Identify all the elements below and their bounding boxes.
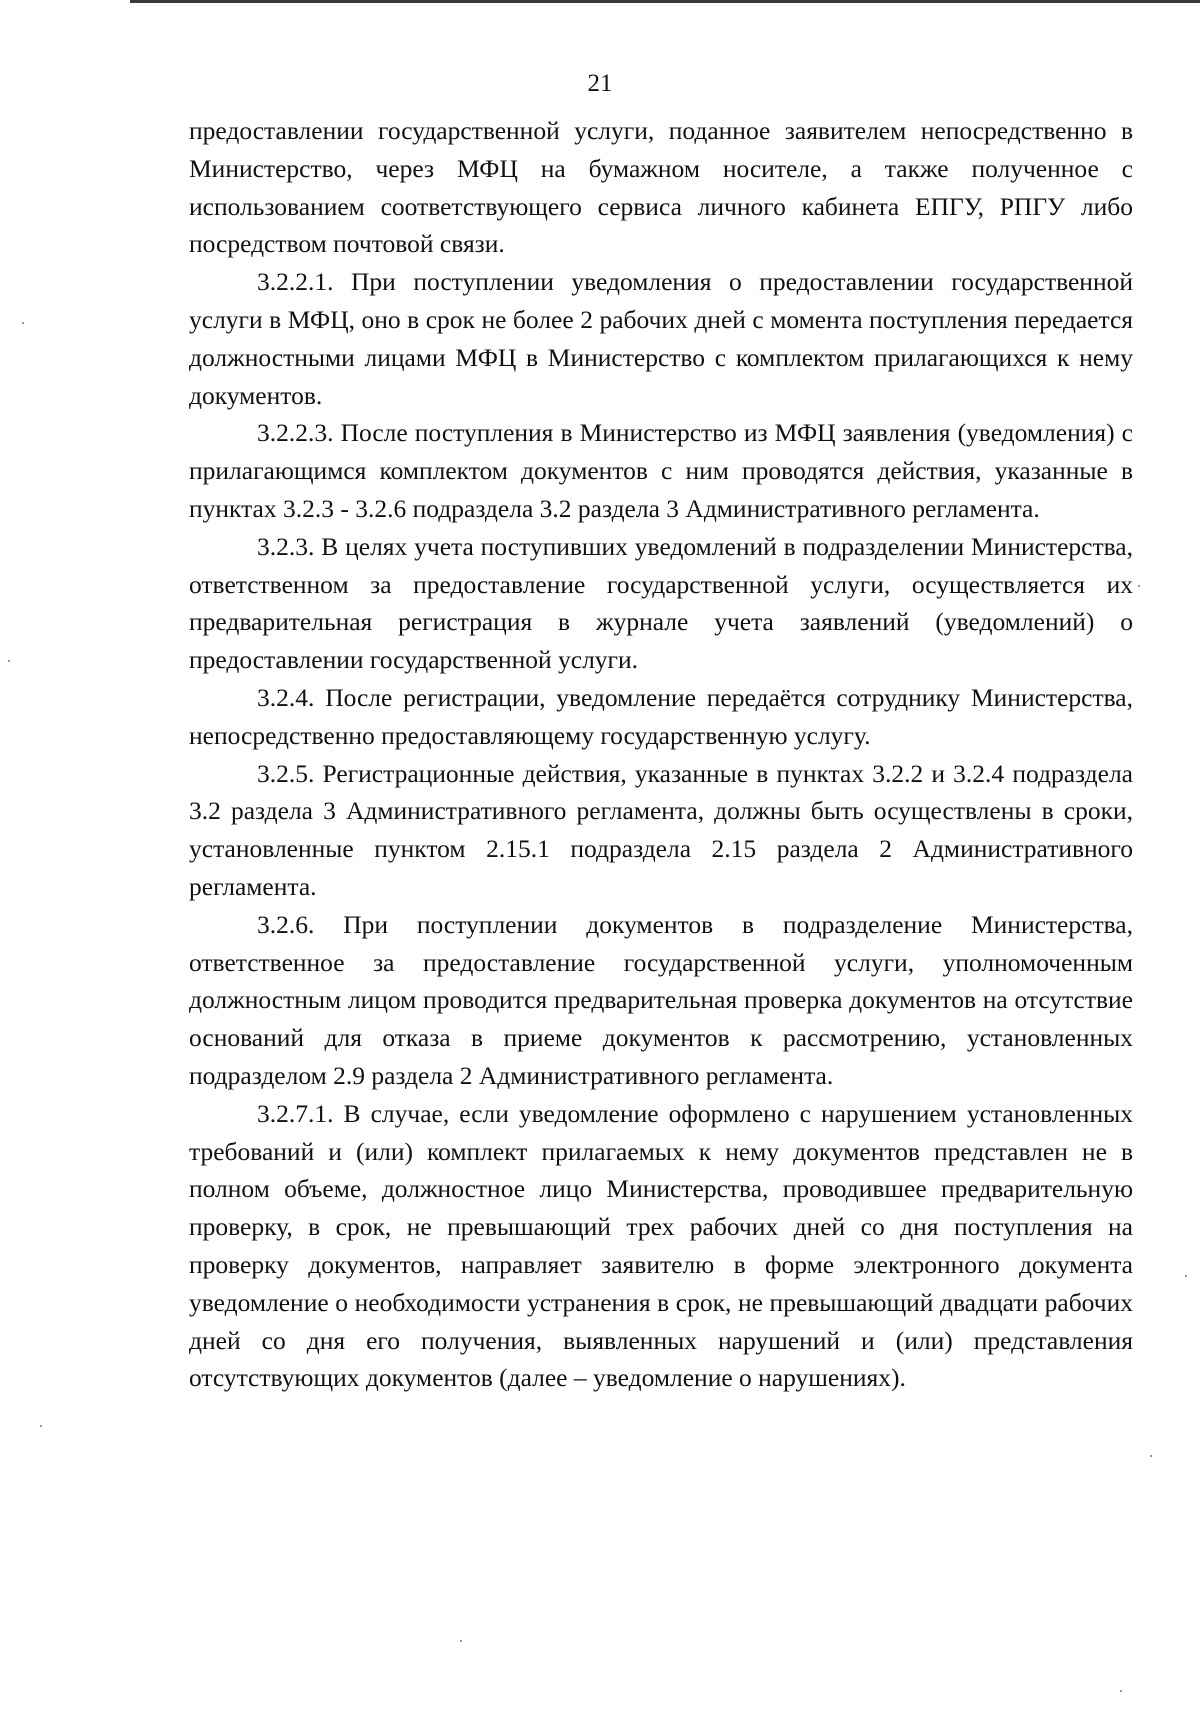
paragraph-3-2-6: 3.2.6. При поступлении документов в подразделение Министерства, ответственное за предоставление государственной услуги, уполномоченным должностным лицом проводится предварительная проверка документов на отсутствие оснований для отказа в приеме документов к рассмотрению, установленных подразделом 2.9 раздела 2 Административного регламента.	[189, 909, 1133, 1090]
paragraph-3-2-2-1: 3.2.2.1. При поступлении уведомления о предоставлении государственной услуги в МФЦ, оно в срок не более 2 рабочих дней с момента поступления передается должностными лицами МФЦ в Министерство с комплектом прилагающихся к нему документов.	[189, 267, 1133, 410]
paragraph-3-2-3: 3.2.3. В целях учета поступивших уведомлений в подразделении Министерства, ответственном за предоставление государственной услуги, осуществляется их предварительная регистрация в журнале учета заявлений (уведомлений) о предоставлении государственной услуги.	[189, 531, 1133, 675]
scan-speck	[22, 322, 24, 324]
scan-speck	[1120, 1690, 1122, 1692]
page-number: 21	[587, 70, 613, 97]
scan-speck	[40, 1425, 42, 1427]
scan-speck	[460, 1640, 462, 1642]
scan-speck	[1185, 1275, 1187, 1277]
scan-top-edge	[130, 0, 1200, 3]
scan-speck	[8, 660, 10, 662]
paragraph-3-2-5: 3.2.5. Регистрационные действия, указанные в пунктах 3.2.2 и 3.2.4 подраздела 3.2 раздела 3 Административного регламента, должны быть осуществлены в сроки, установленные пунктом 2.15.1 подраздела 2.15 раздела 2 Административного регламента.	[189, 758, 1133, 901]
scan-speck	[1138, 585, 1140, 587]
paragraph-3-2-4: 3.2.4. После регистрации, уведомление передаётся сотруднику Министерства, непосредственно предоставляющему государственную услугу.	[189, 682, 1133, 750]
scan-speck	[1150, 1455, 1152, 1457]
document-body	[189, 112, 1133, 1397]
paragraph-3-2-7-1: 3.2.7.1. В случае, если уведомление оформлено с нарушением установленных требований и (или) комплект прилагаемых к нему документов представлен не в полном объеме, должностное лицо Министерства, проводившее предварительную проверку, в срок, не превышающий трех рабочих дней со дня поступления на проверку документов, направляет заявителю в форме электронного документа уведомление о необходимости устранения в срок, не превышающий двадцати рабочих дней со дня его получения, выявленных нарушений и (или) представления отсутствующих документов (далее – уведомление о нарушениях).	[189, 1098, 1133, 1393]
paragraph-3-2-2-3: 3.2.2.3. После поступления в Министерство из МФЦ заявления (уведомления) с прилагающимся комплектом документов с ним проводятся действия, указанные в пунктах 3.2.3 - 3.2.6 подраздела 3.2 раздела 3 Административного регламента.	[189, 418, 1133, 523]
paragraph-continuation: предоставлении государственной услуги, поданное заявителем непосредственно в Министерство, через МФЦ на бумажном носителе, а также полученное с использованием соответствующего сервиса личного кабинета ЕПГУ, РПГУ либо посредством почтовой связи.	[189, 116, 1133, 259]
